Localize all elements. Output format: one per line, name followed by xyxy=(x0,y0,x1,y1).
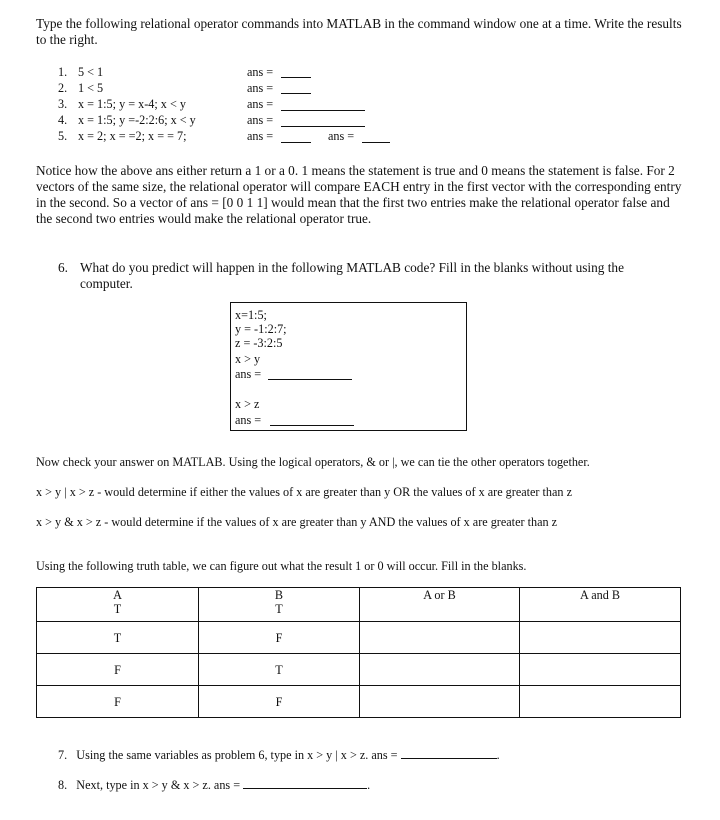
item-number: 4. xyxy=(58,113,68,127)
answer-blank[interactable] xyxy=(281,99,365,111)
item-number: 5. xyxy=(58,129,68,143)
item-command: x = 1:5; y =-2:2:6; x < y xyxy=(78,113,196,127)
header-a-or-b: A or B xyxy=(423,588,456,602)
header-a-and-b: A and B xyxy=(580,588,620,602)
table-cell: T xyxy=(275,602,283,616)
answer-cell[interactable] xyxy=(360,686,520,718)
question-number: 7. xyxy=(58,748,68,762)
table-cell: F xyxy=(199,686,360,718)
answer-blank[interactable] xyxy=(243,777,367,789)
answer-cell[interactable] xyxy=(520,686,681,718)
answer-blank[interactable] xyxy=(268,368,352,380)
code-line: z = -3:2:5 xyxy=(235,336,283,350)
table-row xyxy=(37,654,681,686)
or-explanation: x > y | x > z - would determine if either the values of x are greater than y OR the values of x are greater than z xyxy=(36,485,572,499)
item-command: 5 < 1 xyxy=(78,65,104,79)
code-line: ans = xyxy=(235,413,262,427)
code-line: x=1:5; xyxy=(235,308,267,322)
and-explanation: x > y & x > z - would determine if the values of x are greater than y AND the values of x are greater than z xyxy=(36,515,558,529)
header-a: A xyxy=(113,588,122,602)
question-text: Using the same variables as problem 6, type in x > y | x > z. ans = xyxy=(76,748,398,762)
question-number: 6. xyxy=(58,260,68,275)
period: . xyxy=(367,778,371,792)
question-text: Next, type in x > y & x > z. ans = xyxy=(76,778,241,792)
item-number: 2. xyxy=(58,81,68,95)
code-line: y = -1:2:7; xyxy=(235,322,287,336)
ans-label: ans = xyxy=(328,129,355,143)
answer-blank[interactable] xyxy=(401,747,497,759)
item-command: x = 1:5; y = x-4; x < y xyxy=(78,97,186,111)
truth-table xyxy=(36,587,681,718)
answer-blank[interactable] xyxy=(281,82,311,94)
question-8 xyxy=(58,777,370,793)
answer-blank[interactable] xyxy=(362,131,390,143)
table-cell: T xyxy=(199,654,360,686)
table-cell: T xyxy=(37,622,199,654)
table-row xyxy=(37,588,681,622)
truth-table-intro: Using the following truth table, we can figure out what the result 1 or 0 will occur. Fill in the blanks. xyxy=(36,559,527,573)
period: . xyxy=(496,748,500,762)
item-number: 1. xyxy=(58,65,68,79)
code-box xyxy=(230,302,467,431)
table-cell: F xyxy=(199,622,360,654)
question-7 xyxy=(58,747,500,763)
ans-label: ans = xyxy=(247,129,274,143)
ans-label: ans = xyxy=(247,97,274,111)
ans-label: ans = xyxy=(247,65,274,79)
item-number: 3. xyxy=(58,97,68,111)
answer-blank[interactable] xyxy=(270,414,354,426)
code-line: ans = xyxy=(235,367,262,381)
table-row xyxy=(37,622,681,654)
answer-cell[interactable] xyxy=(520,622,681,654)
code-line: x > y xyxy=(235,352,261,366)
answer-cell[interactable] xyxy=(520,654,681,686)
answer-blank[interactable] xyxy=(281,131,311,143)
answer-cell[interactable] xyxy=(360,622,520,654)
check-paragraph: Now check your answer on MATLAB. Using the logical operators, & or |, we can tie the other operators together. xyxy=(36,455,590,469)
header-b: B xyxy=(274,588,284,602)
table-cell: T xyxy=(113,602,122,616)
table-cell: F xyxy=(37,686,199,718)
answer-cell[interactable] xyxy=(360,654,520,686)
table-cell: F xyxy=(37,654,199,686)
item-command: x = 2; x = =2; x = = 7; xyxy=(78,129,187,143)
code-line: x > z xyxy=(235,397,260,411)
answer-blank[interactable] xyxy=(281,66,311,78)
table-row xyxy=(37,686,681,718)
ans-label: ans = xyxy=(247,81,274,95)
question-text: What do you predict will happen in the following MATLAB code? Fill in the blanks without using the computer. xyxy=(80,260,624,291)
ans-label: ans = xyxy=(247,113,274,127)
item-command: 1 < 5 xyxy=(78,81,104,95)
question-number: 8. xyxy=(58,778,68,792)
answer-blank[interactable] xyxy=(281,115,365,127)
notice-paragraph: Notice how the above ans either return a 1 or a 0. 1 means the statement is true and 0 means the statement is false. For 2 vectors of the same size, the relational operator will compare EACH entry in the first vector with the corresponding entry in the second. So a vector of ans = [0 0 1 1] would mean that the first two entries make the relational operator false and the second two entries would make the relational operator true. xyxy=(36,163,682,226)
instructions-paragraph: Type the following relational operator commands into MATLAB in the command window one at a time. Write the results to the right. xyxy=(36,16,682,47)
